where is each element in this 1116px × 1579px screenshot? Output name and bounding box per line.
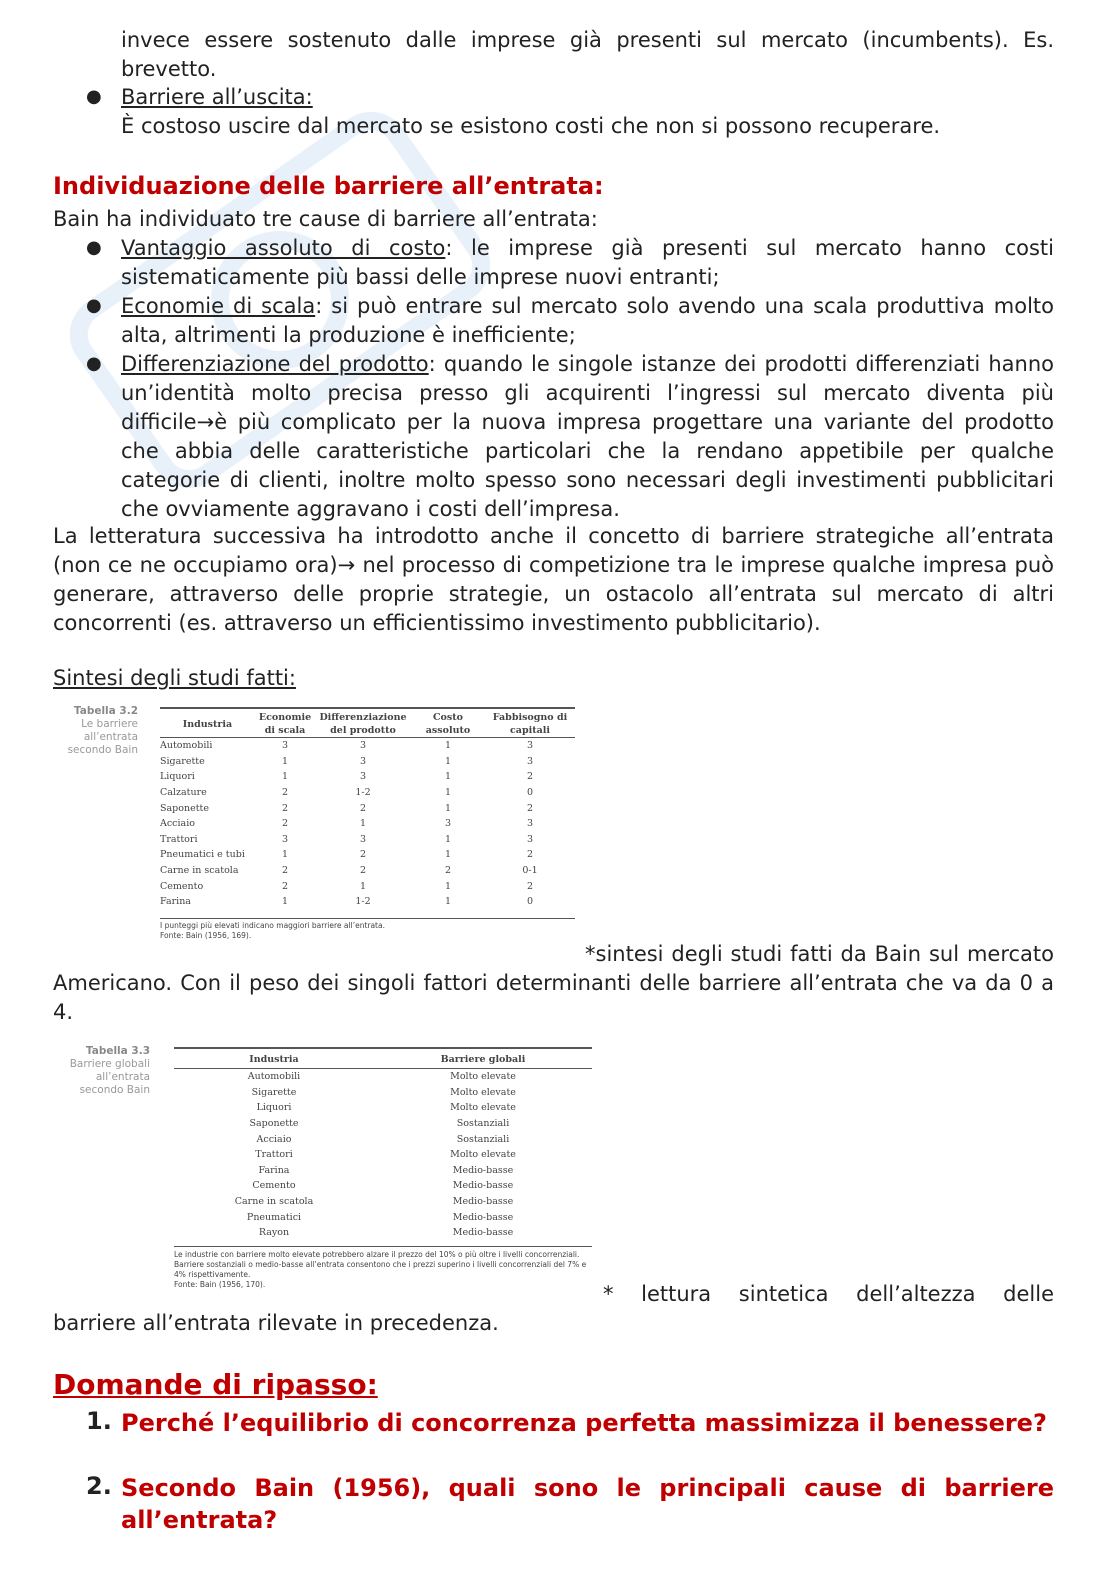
table-cell: Medio-basse: [452, 1227, 514, 1239]
cause-text: : si può entrare sul mercato solo avendo una scala produttiva molto alta, altrimenti la produzione è inefficiente;: [121, 294, 1054, 347]
table-row: [174, 1085, 592, 1101]
table-cell: Pneumatici: [246, 1211, 302, 1223]
table-3-2: [60, 703, 580, 953]
table-cell: Sostanziali: [456, 1133, 510, 1145]
cause-term: Differenziazione del prodotto: [121, 352, 429, 376]
cause-term: Economie di scala: [121, 294, 316, 318]
table-row: [160, 816, 575, 832]
table-row: [160, 769, 575, 785]
bullet-icon: ●: [86, 86, 102, 107]
table-cell: 1: [281, 771, 289, 783]
table-cell: 3: [359, 755, 367, 767]
review-question: Perché l’equilibrio di concorrenza perfetta massimizza il benessere?: [121, 1409, 1047, 1437]
cause-item: [121, 234, 1054, 292]
table-cell: 1-2: [355, 896, 371, 908]
table-row: [160, 894, 575, 910]
table-cell: Carne in scatola: [160, 865, 239, 877]
table-cell: 1: [444, 755, 452, 767]
table-cell: Trattori: [160, 833, 198, 845]
table-3-2-note: I punteggi più elevati indicano maggiori barriere all’entrata.: [160, 921, 385, 930]
table-cell: Sostanziali: [456, 1118, 510, 1130]
exit-barriers-label: Barriere all’uscita:: [121, 85, 313, 109]
table-3-3-caption-text: Barriere globali all’entrata secondo Bain: [69, 1058, 150, 1096]
table-3-2-grid: [160, 711, 575, 910]
table-cell: Saponette: [160, 802, 209, 814]
table-cell: 1: [444, 896, 452, 908]
table-cell: Liquori: [256, 1102, 292, 1114]
table-cell: 3: [526, 755, 534, 767]
table-cell: 3: [359, 771, 367, 783]
table-row: [174, 1100, 592, 1116]
table-3-2-caption-text: Le barriere all’entrata secondo Bain: [67, 718, 138, 756]
table-cell: Medio-basse: [452, 1164, 514, 1176]
table-3-3-source: Fonte: Bain (1956, 170).: [174, 1280, 266, 1289]
table-3-3-caption: [66, 1045, 150, 1097]
table-row: [174, 1116, 592, 1132]
table-cell: 1: [444, 802, 452, 814]
table-3-3-grid: [174, 1051, 592, 1241]
bullet-icon: ●: [86, 237, 102, 258]
table-row: [160, 832, 575, 848]
table-header: Fabbisogno di capitali: [492, 712, 568, 736]
table-cell: Farina: [160, 896, 191, 908]
table-cell: 1: [359, 880, 367, 892]
table-cell: Molto elevate: [450, 1071, 516, 1083]
table-3-3: [66, 1043, 596, 1293]
review-question: Secondo Bain (1956), quali sono le principali cause di barriere all’entrata?: [121, 1474, 1054, 1534]
table-cell: 1: [444, 787, 452, 799]
table-cell: 3: [526, 833, 534, 845]
table-cell: 3: [281, 833, 289, 845]
table-cell: 3: [359, 740, 367, 752]
table-cell: Sigarette: [251, 1086, 297, 1098]
table-cell: Medio-basse: [452, 1180, 514, 1192]
table-row: [174, 1209, 592, 1225]
intro-continuation: invece essere sostenuto dalle imprese già presenti sul mercato (incumbents). Es. brevetto.: [121, 28, 1054, 81]
table-row: [174, 1194, 592, 1210]
table-cell: Molto elevate: [450, 1102, 516, 1114]
table-3-3-comment: * lettura sintetica dell’altezza delle barriere all’entrata rilevate in precedenza.: [53, 1282, 1054, 1335]
table-cell: 3: [444, 818, 452, 830]
table-row: [160, 800, 575, 816]
table-row: [174, 1131, 592, 1147]
table-cell: Acciaio: [160, 818, 195, 830]
table-row: [174, 1147, 592, 1163]
table-row: [174, 1178, 592, 1194]
table-cell: 1: [444, 849, 452, 861]
table-header: Differenziazione del prodotto: [319, 712, 407, 736]
table-3-2-caption: [60, 705, 138, 757]
table-cell: 3: [526, 740, 534, 752]
table-cell: 0: [526, 896, 534, 908]
table-cell: 2: [359, 802, 367, 814]
table-cell: Automobili: [160, 740, 213, 752]
table-cell: 2: [526, 849, 534, 861]
table-cell: Rayon: [258, 1227, 290, 1239]
table-cell: 3: [281, 740, 289, 752]
table-cell: 3: [359, 833, 367, 845]
exit-barriers-text: È costoso uscire dal mercato se esistono costi che non si possono recuperare.: [121, 114, 941, 138]
table-cell: Pneumatici e tubi: [160, 849, 245, 861]
table-row: [174, 1069, 592, 1085]
table-header: Industria: [182, 718, 233, 730]
section-heading: Individuazione delle barriere all’entrata:: [53, 172, 604, 200]
table-cell: Liquori: [160, 771, 195, 783]
table-cell: Acciaio: [256, 1133, 292, 1145]
table-cell: Trattori: [255, 1149, 293, 1161]
table-cell: 2: [281, 880, 289, 892]
cause-text: : quando le singole istanze dei prodotti differenziati hanno un’identità molto precisa presso gli acquirenti l’ingressi sul mercato diventa più difficile→è più complicato per la nuova impresa progettare una variante del prodotto che abbia delle caratteristiche particolari che la rendano appetibile per qualche categorie di clienti, inoltre molto spesso sono necessari degli investimenti pubblicitari che ovviamente aggravano i costi dell’impresa.: [121, 352, 1054, 521]
table-cell: 2: [281, 818, 289, 830]
table-3-2-source: Fonte: Bain (1956, 169).: [160, 931, 252, 940]
table-cell: Saponette: [249, 1118, 299, 1130]
table-cell: 1: [444, 833, 452, 845]
table-cell: Medio-basse: [452, 1196, 514, 1208]
table-row: [174, 1163, 592, 1179]
table-cell: Cemento: [160, 880, 204, 892]
table-cell: 2: [526, 802, 534, 814]
table-3-3-note: Le industrie con barriere molto elevate potrebbero alzare il prezzo del 10% o più oltre i livelli concorrenziali. Barriere sostanziali o medio-basse all’entrata consentono che i prezzi superino i livelli concorrenziali del 7% e 4% rispettivamente.: [174, 1250, 587, 1279]
table-cell: 2: [526, 880, 534, 892]
table-row: [174, 1225, 592, 1241]
cause-term: Vantaggio assoluto di costo: [121, 236, 446, 260]
question-number: 2.: [86, 1472, 112, 1500]
table-cell: 2: [444, 865, 452, 877]
table-header: Industria: [249, 1054, 299, 1065]
table-cell: 1: [281, 755, 289, 767]
table-header: Costo assoluto: [425, 712, 471, 736]
cause-text: : le imprese già presenti sul mercato hanno costi sistematicamente più bassi delle imprese nuovi entranti;: [121, 236, 1054, 289]
table-cell: 2: [359, 849, 367, 861]
table-cell: 2: [281, 787, 289, 799]
bullet-icon: ●: [86, 295, 102, 316]
table-cell: Medio-basse: [452, 1211, 514, 1223]
table-cell: 2: [281, 802, 289, 814]
table-cell: 1-2: [355, 787, 371, 799]
table-cell: 3: [526, 818, 534, 830]
table-row: [160, 738, 575, 754]
table-3-2-comment: *sintesi degli studi fatti da Bain sul mercato Americano. Con il peso dei singoli fattori determinanti delle barriere all’entrata che va da 0 a 4.: [53, 942, 1054, 1024]
table-cell: Farina: [258, 1164, 290, 1176]
table-row: [160, 785, 575, 801]
cause-item: [121, 350, 1054, 524]
table-cell: 0-1: [522, 865, 538, 877]
review-heading: Domande di ripasso:: [53, 1368, 378, 1401]
table-row: [160, 878, 575, 894]
table-cell: 2: [526, 771, 534, 783]
table-3-3-label: Tabella 3.3: [85, 1045, 150, 1057]
table-cell: 1: [359, 818, 367, 830]
table-cell: 2: [359, 865, 367, 877]
table-cell: 1: [444, 880, 452, 892]
table-cell: 1: [281, 849, 289, 861]
table-cell: Sigarette: [160, 755, 205, 767]
table-cell: Molto elevate: [450, 1086, 516, 1098]
bullet-icon: ●: [86, 353, 102, 374]
table-cell: Molto elevate: [450, 1149, 516, 1161]
literature-paragraph: La letteratura successiva ha introdotto anche il concetto di barriere strategiche all’entrata (non ce ne occupiamo ora)→ nel processo di competizione tra le imprese qualche impresa può generare, attraverso delle proprie strategie, un ostacolo all’entrata sul mercato di altri concorrenti (es. attraverso un efficientissimo investimento pubblicitario).: [53, 524, 1054, 635]
question-number: 1.: [86, 1407, 112, 1435]
table-cell: 0: [526, 787, 534, 799]
table-row: [160, 863, 575, 879]
table-cell: Calzature: [160, 787, 207, 799]
section-lead: Bain ha individuato tre cause di barriere all’entrata:: [53, 207, 598, 231]
table-cell: 1: [444, 771, 452, 783]
table-row: [160, 754, 575, 770]
table-header: Economie di scala: [258, 712, 312, 736]
cause-item: [121, 292, 1054, 350]
table-cell: Cemento: [252, 1180, 296, 1192]
table-cell: 1: [281, 896, 289, 908]
table-cell: Automobili: [247, 1071, 301, 1083]
table-header: Barriere globali: [440, 1054, 526, 1065]
table-3-2-label: Tabella 3.2: [73, 705, 138, 717]
table-row: [160, 847, 575, 863]
table-cell: 1: [444, 740, 452, 752]
synthesis-label: Sintesi degli studi fatti:: [53, 666, 296, 690]
table-cell: Carne in scatola: [234, 1196, 314, 1208]
table-cell: 2: [281, 865, 289, 877]
